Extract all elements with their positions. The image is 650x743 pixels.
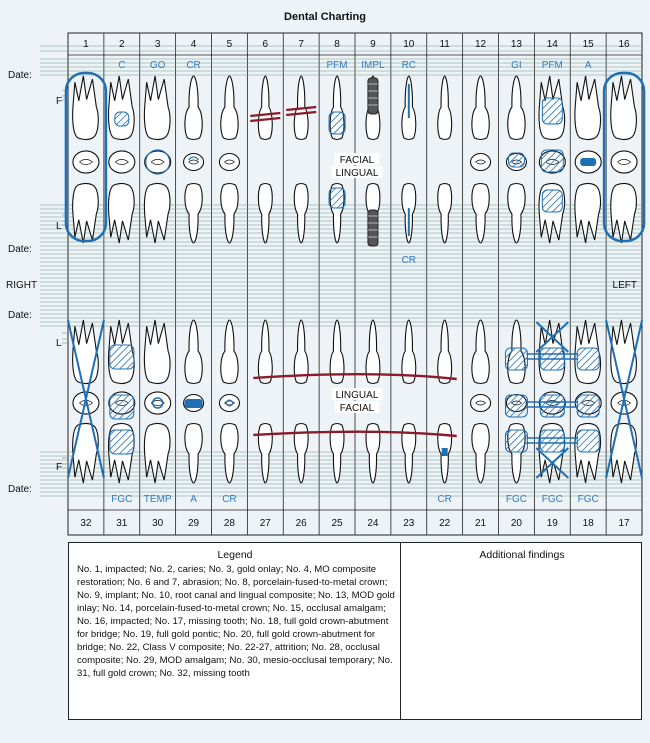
amalgam-29 [185,399,203,408]
tooth-outline [185,320,202,384]
tooth-outline [438,76,452,140]
tooth-outline [144,424,170,484]
treatment-code-lower: TEMP [143,494,172,505]
legend-column [69,543,401,719]
abrasion-mark [286,107,316,110]
tooth-number-upper: 13 [510,39,522,50]
tooth-number-lower: 25 [331,518,343,529]
tooth-occlusal [219,154,239,171]
tooth-outline [144,320,170,384]
tooth-number-lower: 26 [295,518,307,529]
lingual-label: L [56,338,62,349]
treatment-code-upper: CR [186,60,201,71]
tooth-occlusal [471,154,491,171]
treatment-code-lower: FGC [541,494,563,505]
tooth-number-upper: 12 [475,39,487,50]
tooth-outline [611,320,637,384]
treatment-code-upper: PFM [326,60,348,71]
pfm-crown-14 [542,190,562,212]
left-side-label: LEFT [612,280,637,291]
tooth-outline [109,76,135,140]
tooth-occlusal [145,392,171,414]
tooth-outline [221,320,238,384]
additional-findings-title: Additional findings [479,549,565,561]
full-gold-crown-31 [110,430,134,454]
tooth-outline [472,320,489,384]
implant-post [368,210,378,246]
treatment-code-upper: RC [401,60,417,71]
tooth-number-lower: 22 [439,518,451,529]
abrasion-mark [286,112,316,115]
bridge-abutment-18 [577,395,599,417]
tooth-outline [438,320,452,384]
tooth-outline [472,424,489,484]
tooth-number-lower: 31 [116,518,128,529]
tooth-outline [611,76,637,140]
legend-panel [68,542,642,720]
tooth-outline [144,184,170,244]
tooth-number-upper: 1 [83,39,89,50]
legend-text: No. 1, impacted; No. 2, caries; No. 3, gold onlay; No. 4, MO composite restoration; No. 6 and 7, abrasion; No. 8, porcelain-fused-to-metal crown; No. 9, implant; No. 10, root canal and lingual composite; No. 13, MOD gold inlay; No. 14, porcelain-fused-to-metal crown; No. 15, occlusal amalgam; No. 16, impacted; No. 17, missing tooth; No. 18, full gold crown-abutment for bridge; No. 19, full gold pontic; No. 20, full gold crown-abutment for bridge; No. 22, Class V composite; No. 22-27, attrition; No. 28, occlusal composite; No. 29, MOD amalgam; No. 30, mesio-occlusal temporary; No. 31, full gold crown; No. 32, missing tooth [77,564,395,679]
bridge-abutment-20 [505,395,527,417]
date-label: Date: [8,484,32,495]
right-side-label: RIGHT [6,280,38,291]
bridge-abutment-20 [505,348,527,370]
date-label: Date: [8,310,32,321]
chart-title: Dental Charting [284,11,366,23]
treatment-code-upper: GO [149,60,166,71]
tooth-outline [508,76,525,140]
treatment-code-lower: FGC [505,494,527,505]
tooth-number-lower: 19 [546,518,558,529]
tooth-number-lower: 20 [510,518,522,529]
tooth-number-upper: 8 [334,39,340,50]
full-gold-crown-31 [110,395,134,419]
tooth-number-upper: 6 [262,39,269,50]
tooth-number-lower: 18 [582,518,594,529]
tooth-outline [185,76,202,140]
tooth-occlusal [73,151,99,173]
tooth-number-upper: 14 [546,39,558,50]
treatment-code-lower: A [190,494,197,505]
lingual-label: L [56,221,62,232]
bridge-abutment-20 [505,430,527,452]
treatment-code-lower: FGC [111,494,133,505]
treatment-code-upper: C [118,60,126,71]
tooth-occlusal [109,151,135,173]
treatment-code-lower: CR [437,494,452,505]
treatment-code-upper: PFM [541,60,563,71]
treatment-code-upper: IMPL [361,60,385,71]
tooth-number-upper: 2 [119,39,125,50]
center-label-lingual: LINGUAL [335,168,379,179]
date-label: Date: [8,70,32,81]
tooth-outline [221,76,238,140]
tooth-number-upper: 15 [582,39,594,50]
tooth-number-lower: 28 [223,518,235,529]
tooth-number-lower: 21 [475,518,487,529]
pfm-crown-8 [329,188,345,208]
tooth-number-lower: 27 [259,518,271,529]
tooth-outline [258,320,272,384]
tooth-number-lower: 30 [152,518,164,529]
class-v-22 [442,448,448,456]
tooth-number-upper: 5 [226,39,233,50]
amalgam-15 [580,158,596,166]
tooth-outline [294,320,308,384]
tooth-outline [258,424,272,484]
legend-title: Legend [217,549,253,561]
center-label-lingual: LINGUAL [335,390,379,401]
treatment-code-upper: A [584,60,592,71]
tooth-number-upper: 7 [298,39,304,50]
facial-label: F [56,96,63,107]
tooth-outline [185,424,202,484]
tooth-number-lower: 23 [403,518,415,529]
bridge-abutment-18 [577,430,599,452]
gold-inlay-13 [508,153,524,167]
tooth-outline [73,76,99,140]
tooth-occlusal [219,395,239,412]
date-label: Date: [8,244,32,255]
abrasion-mark [250,118,280,121]
bridge-pontic-19 [540,395,564,417]
tooth-outline [472,76,489,140]
implant-post [368,78,378,114]
tooth-outline [575,76,601,140]
treatment-code-lower: FGC [577,494,599,505]
tooth-outline [144,76,170,140]
tooth-number-upper: 3 [154,39,161,50]
tooth-number-upper: 16 [618,39,630,50]
facial-label: F [56,462,63,473]
tooth-outline [73,320,99,384]
bridge-abutment-18 [577,348,599,370]
treatment-code-lower: CR [222,494,237,505]
pfm-crown-14 [542,98,562,124]
tooth-outline [221,424,238,484]
bridge-pontic-19 [540,430,564,452]
tooth-number-upper: 11 [439,39,450,50]
treatment-code-upper: CR [401,255,417,266]
pfm-crown-8 [329,112,345,134]
tooth-outline [575,184,601,244]
tooth-occlusal [471,395,491,412]
tooth-occlusal [611,151,637,173]
tooth-outline [611,184,637,244]
abrasion-mark [250,113,280,116]
pfm-crown-14 [541,150,563,172]
tooth-occlusal [184,154,204,171]
tooth-number-lower: 32 [80,518,92,529]
caries-2 [115,112,129,126]
tooth-number-lower: 24 [367,518,379,529]
tooth-outline [109,184,135,244]
tooth-outline [73,184,99,244]
tooth-number-upper: 9 [370,39,376,50]
center-label-facial: FACIAL [339,403,375,414]
center-label-facial: FACIAL [339,155,375,166]
full-gold-crown-31 [110,345,134,369]
tooth-number-upper: 4 [190,39,197,50]
tooth-number-upper: 10 [403,39,415,50]
treatment-code-upper: GI [511,60,522,71]
tooth-number-lower: 29 [188,518,200,529]
tooth-number-lower: 17 [618,518,630,529]
tooth-outline [258,76,272,140]
